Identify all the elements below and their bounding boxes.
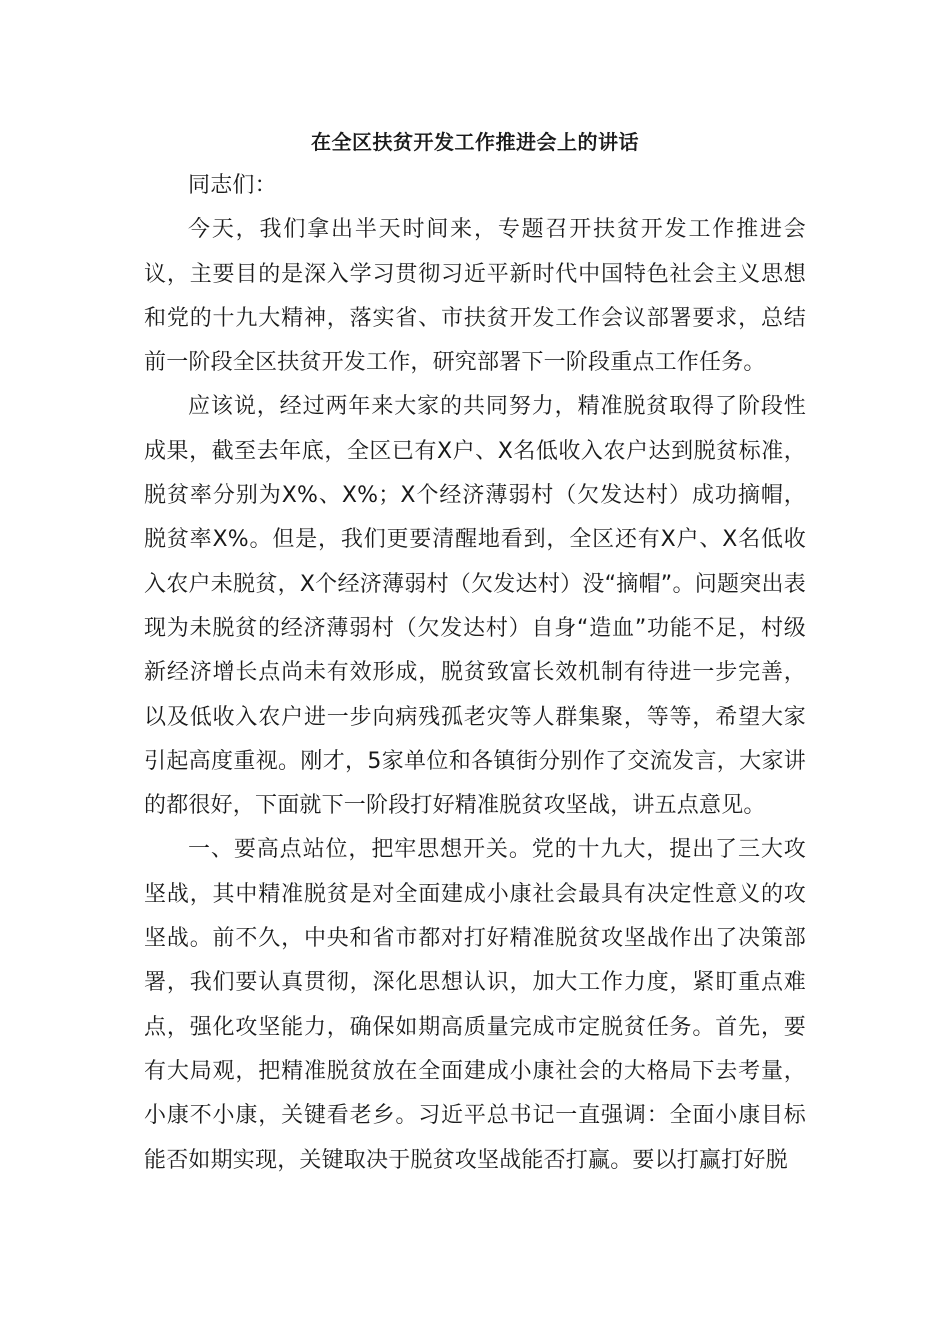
document-page [144, 120, 806, 1183]
document-title: 在全区扶贫开发工作推进会上的讲话 [311, 130, 639, 154]
paragraph-intro: 今天，我们拿出半天时间来，专题召开扶贫开发工作推进会议，主要目的是深入学习贯彻习近平新时代中国特色社会主义思想和党的十九大精神，落实省、市扶贫开发工作会议部署要求，总结前一阶段全区扶贫开发工作，研究部署下一阶段重点工作任务。 [144, 217, 806, 376]
paragraph-progress: 应该说，经过两年来大家的共同努力，精准脱贫取得了阶段性成果，截至去年底，全区已有X户、X名低收入农户达到脱贫标准，脱贫率分别为X%、X%；X个经济薄弱村（欠发达村）成功摘帽，脱贫率X%。但是，我们更要清醒地看到，全区还有X户、X名低收入农户未脱贫，X个经济薄弱村（欠发达村）没“摘帽”。问题突出表现为未脱贫的经济薄弱村（欠发达村）自身“造血”功能不足，村级新经济增长点尚未有效形成，脱贫致富长效机制有待进一步完善，以及低收入农户进一步向病残孤老灾等人群集聚，等等，希望大家引起高度重视。刚才，5家单位和各镇街分别作了交流发言，大家讲的都很好，下面就下一阶段打好精准脱贫攻坚战，讲五点意见。 [144, 394, 806, 819]
salutation: 同志们： [188, 173, 277, 198]
paragraph-point-one: 一、要高点站位，把牢思想开关。党的十九大，提出了三大攻坚战，其中精准脱贫是对全面建成小康社会最具有决定性意义的攻坚战。前不久，中央和省市都对打好精准脱贫攻坚战作出了决策部署，我们要认真贯彻，深化思想认识，加大工作力度，紧盯重点难点，强化攻坚能力，确保如期高质量完成市定脱贫任务。首先，要有大局观，把精准脱贫放在全面建成小康社会的大格局下去考量，小康不小康，关键看老乡。习近平总书记一直强调：全面小康目标能否如期实现，关键取决于脱贫攻坚战能否打赢。要以打赢打好脱 [144, 837, 806, 1173]
